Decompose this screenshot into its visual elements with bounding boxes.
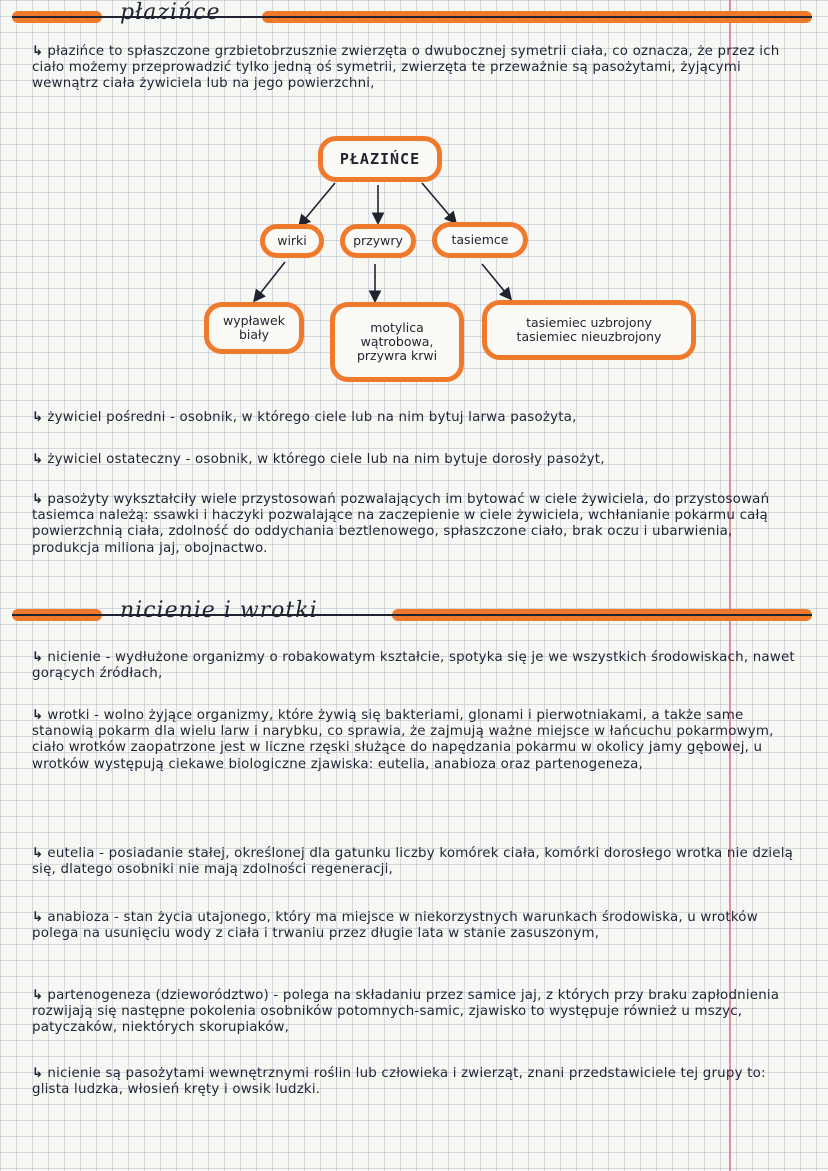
definition-definitive-host — [32, 452, 802, 468]
parasite-adaptations-paragraph — [32, 492, 802, 557]
nematode-parasites-paragraph — [32, 1066, 802, 1098]
diagram-example-tasiemiec — [482, 300, 696, 360]
arrow-icon: ↳ — [32, 492, 44, 507]
example-label: tasiemiec uzbrojony tasiemiec nieuzbrojony — [516, 315, 662, 344]
paragraph-text: pasożyty wykształciły wiele przystosowań pozwalających im bytować w ciele żywiciela, do przystosowań tasiemca należą: ssawki i haczyki pozwalające na zaczepienie w ciele żywiciela, wchłanianie pokarmu całą powierzchnią ciała, zdolność do oddychania beztlenowego, spłaszczone ciało, brak oczu i ubarwienia, produkcja miliona jaj, obojnactwo. — [32, 492, 770, 556]
section-title: nicienie i wrotki — [120, 598, 318, 623]
arrow-icon: ↳ — [32, 44, 44, 59]
anabiosis-definition — [32, 910, 802, 942]
diagram-root-node — [318, 136, 442, 182]
root-label: PŁAZIŃCE — [339, 150, 421, 168]
section-header-nematodes-rotifers — [12, 598, 812, 626]
section-title: płazińce — [120, 0, 221, 25]
arrow-icon: ↳ — [32, 846, 44, 861]
diagram-node-wirki — [260, 224, 324, 258]
example-label: wypławek biały — [223, 313, 285, 342]
arrow-icon: ↳ — [32, 910, 44, 925]
example-label: motylica wątrobowa, przywra krwi — [356, 320, 438, 363]
paragraph-text: partenogeneza (dzieworództwo) - polega na składaniu przez samice jaj, z których przy braku zapłodnienia rozwijają się następne pokolenia osobników potomnych-samic, zjawisko to występuje również u mszyc, patyczaków, niektórych skorupiaków, — [32, 988, 780, 1036]
arrow-icon: ↳ — [32, 1066, 44, 1081]
parthenogenesis-definition — [32, 988, 802, 1037]
eutely-definition — [32, 846, 802, 878]
arrow-icon: ↳ — [32, 452, 44, 467]
group-label: wirki — [277, 233, 307, 248]
diagram-node-przywry — [340, 224, 416, 258]
paragraph-text: żywiciel pośredni - osobnik, w którego ciele lub na nim bytuj larwa pasożyta, — [47, 410, 577, 425]
arrow-icon: ↳ — [32, 988, 44, 1003]
paragraph-text: nicienie - wydłużone organizmy o robakowatym kształcie, spotyka się je we wszystkich środowiskach, nawet gorących źródłach, — [32, 650, 795, 682]
diagram-example-motylica — [330, 302, 464, 382]
paragraph-text: eutelia - posiadanie stałej, określonej dla gatunku liczby komórek ciała, komórki dorosłego wrotka nie dzielą się, dlatego osobniki nie mają zdolności regeneracji, — [32, 846, 794, 878]
diagram-node-tasiemce — [432, 222, 528, 258]
group-label: przywry — [353, 233, 403, 248]
intro-text: płazińce to spłaszczone grzbietobrzusznie zwierzęta o dwubocznej symetrii ciała, co oznacza, że przez ich ciało możemy przeprowadzić tylko jedną oś symetrii, zwierzęta te przeważnie są pasożytami, żyjącymi wewnątrz ciała żywiciela lub na jego powierzchni, — [32, 44, 780, 92]
arrow-icon: ↳ — [32, 708, 44, 723]
rotifers-paragraph — [32, 708, 802, 773]
paragraph-text: żywiciel ostateczny - osobnik, w którego ciele lub na nim bytuje dorosły pasożyt, — [47, 452, 605, 467]
paragraph-text: anabioza - stan życia utajonego, który ma miejsce w niekorzystnych warunkach środowiska, u wrotków polega na usunięciu wody z ciała i trwaniu przez długie lata w stanie zasuszonym, — [32, 910, 758, 942]
diagram-example-wyplawek — [204, 302, 304, 354]
paragraph-text: wrotki - wolno żyjące organizmy, które żywią się bakteriami, glonami i pierwotniakami, a także same stanowią pokarm dla wielu larw i narybku, co sprawia, że zajmują ważne miejsce w łańcuchu pokarmowym, ciało wrotków zaopatrzone jest w liczne rzęski służące do napędzania pokarmu w okolicy jamy gębowej, u wrotków występują ciekawe biologiczne zjawiska: eutelia, anabioza oraz partenogeneza, — [32, 708, 774, 772]
nematodes-definition — [32, 650, 802, 682]
group-label: tasiemce — [451, 232, 509, 247]
paragraph-text: nicienie są pasożytami wewnętrznymi roślin lub człowieka i zwierząt, znani przedstawiciele tej grupy to: glista ludzka, włosień kręty i owsik ludzki. — [32, 1066, 766, 1098]
arrow-icon: ↳ — [32, 650, 44, 665]
arrow-icon: ↳ — [32, 410, 44, 425]
definition-intermediate-host — [32, 410, 802, 426]
